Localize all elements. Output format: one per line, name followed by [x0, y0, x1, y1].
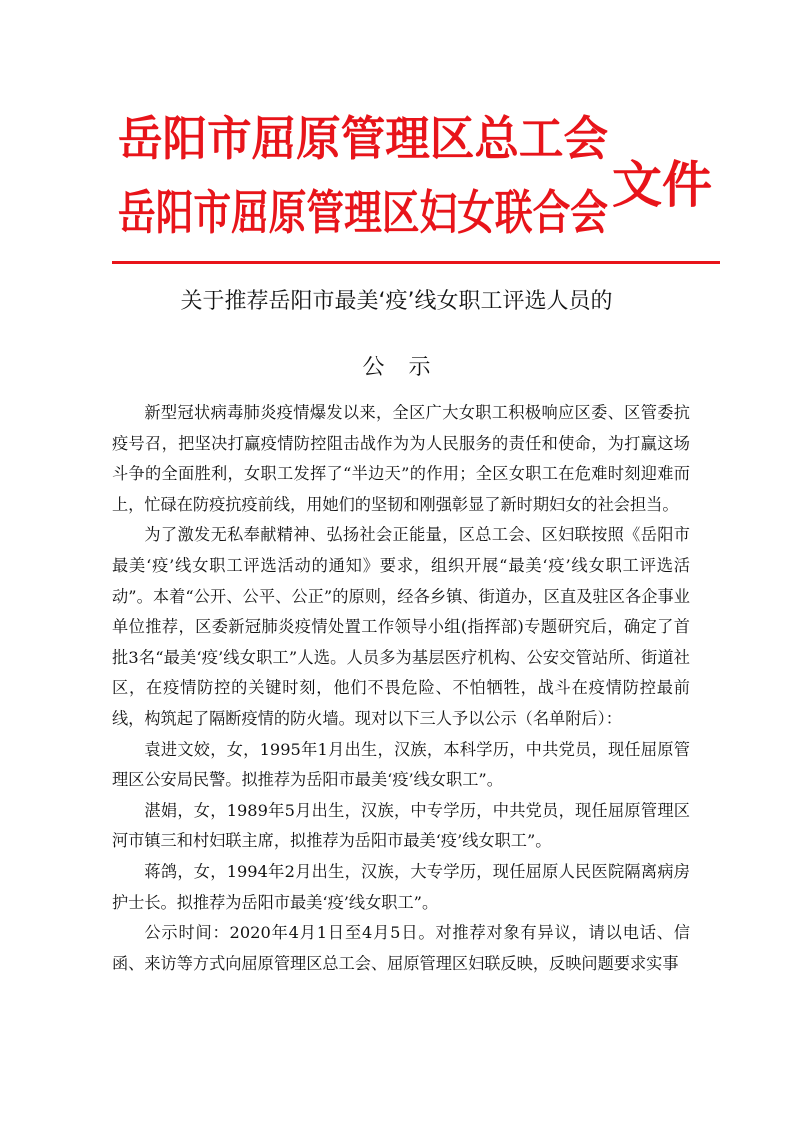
document-title: 关于推荐岳阳市最美‘疫’线女职工评选人员的 [180, 289, 613, 314]
paragraph-activity: 为了激发无私奉献精神、弘扬社会正能量，区总工会、区妇联按照《岳阳市最美‘疫’线女职工评选活动的通知》要求，组织开展“最美‘疫’线女职工评选活动”。本着“公开、公平、公正”的原则，经各乡镇、街道办，区直及驻区各企事业单位推荐，区委新冠肺炎疫情处置工作领导小组(指挥部)专题研究后，确定了首批3名“最美‘疫’线女职工”人选。人员多为基层医疗机构、公安交管站所、街道社区，在疫情防控的关键时刻，他们不畏危险、不怕牺牲，战斗在疫情防控最前线，构筑起了隔断疫情的防火墙。现对以下三人予以公示（名单附后）： [112, 525, 690, 728]
document-body [112, 398, 690, 979]
document-subtitle: 公示 [362, 355, 455, 380]
paragraph-notice-period: 公示时间：2020年4月1日至4月5日。对推荐对象有异议，请以电话、信函、来访等方式向屈原管理区总工会、屈原管理区妇联反映，反映问题要求实事 [112, 923, 690, 973]
header-divider [112, 261, 720, 264]
paragraph-candidate-3: 蒋鸽，女，1994年2月出生，汉族，大专学历，现任屈原人民医院隔离病房护士长。拟推荐为岳阳市最美‘疫’线女职工”。 [112, 861, 690, 912]
issuing-org-trade-union: 岳阳市屈原管理区总工会 [118, 112, 608, 167]
issuing-org-womens-federation: 岳阳市屈原管理区妇女联合会 [118, 186, 608, 241]
paragraph-candidate-2: 湛娟，女，1989年5月出生，汉族，中专学历，中共党员，现任屈原管理区河市镇三和村妇联主席，拟推荐为岳阳市最美‘疫’线女职工”。 [112, 800, 690, 851]
paragraph-intro: 新型冠状病毒肺炎疫情爆发以来，全区广大女职工积极响应区委、区管委抗疫号召，把坚决打赢疫情防控阻击战作为为人民服务的责任和使命，为打赢这场斗争的全面胜利，女职工发挥了“半边天”的作用；全区女职工在危难时刻迎难而上，忙碌在防疫抗疫前线，用她们的坚韧和刚强彰显了新时期妇女的社会担当。 [112, 403, 690, 514]
document-type-label: 文件 [612, 155, 712, 214]
paragraph-candidate-1: 袁进文姣，女，1995年1月出生，汉族，本科学历，中共党员，现任屈原管理区公安局民警。拟推荐为岳阳市最美‘疫’线女职工”。 [112, 739, 690, 790]
